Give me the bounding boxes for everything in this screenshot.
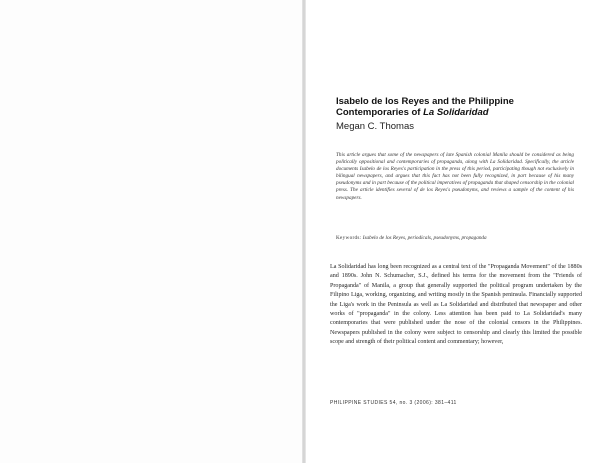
article-author: Megan C. Thomas [336,121,414,132]
title-line-2-prefix: Contemporaries of [336,107,424,118]
article-abstract: This article argues that some of the newspapers of late Spanish colonial Manila should be considered as being politically oppositional and contemporaries of propaganda, along with La Solidaridad. Specifically, the article documents Isabelo de los Reyes's participation in the press of this period, participating though not exclusively in bilingual newspapers, and argues that this fact has not been fully recognized, in part because of his many pseudonyms and in part because of the political imperatives of propaganda that shaped censorship in the colonial press. The article identifies several of de los Reyes's pseudonyms, and reviews a sample of the content of his newspapers. [336,152,574,201]
article-title [336,96,586,118]
right-page [306,0,600,463]
keywords-label: Keywords: [336,235,362,241]
title-line-2 [336,107,586,118]
article-body-paragraph: La Solidaridad has long been recognized as a central text of the "Propaganda Movement" of the 1880s and 1890s. John N. Schumacher, S.J., defined his terms for the movement from the "Friends of Propaganda" of Manila, a group that generally supported the political program undertaken by the Filipino Liga, working, organizing, and writing mostly in the Spanish peninsula. Financially supported the Liga's work in the Peninsula as well as La Solidaridad and distributed that newspaper and other works of "propaganda" in the colony. Less attention has been paid to La Solidaridad's many contemporaries that were published under the nose of the colonial censors in the Philippines. Newspapers published in the colony were subject to censorship and clearly this limited the possible scope and strength of their political content and commentary; however, [330,264,582,346]
journal-footer: PHILIPPINE STUDIES 54, no. 3 (2006): 381–411 [330,400,457,406]
title-line-2-italic: La Solidaridad [423,107,489,118]
keywords-list: Isabelo de los Reyes, periodicals, pseudonyms, propaganda [362,235,487,241]
title-line-1: Isabelo de los Reyes and the Philippine [336,96,514,107]
article-keywords [336,235,576,242]
